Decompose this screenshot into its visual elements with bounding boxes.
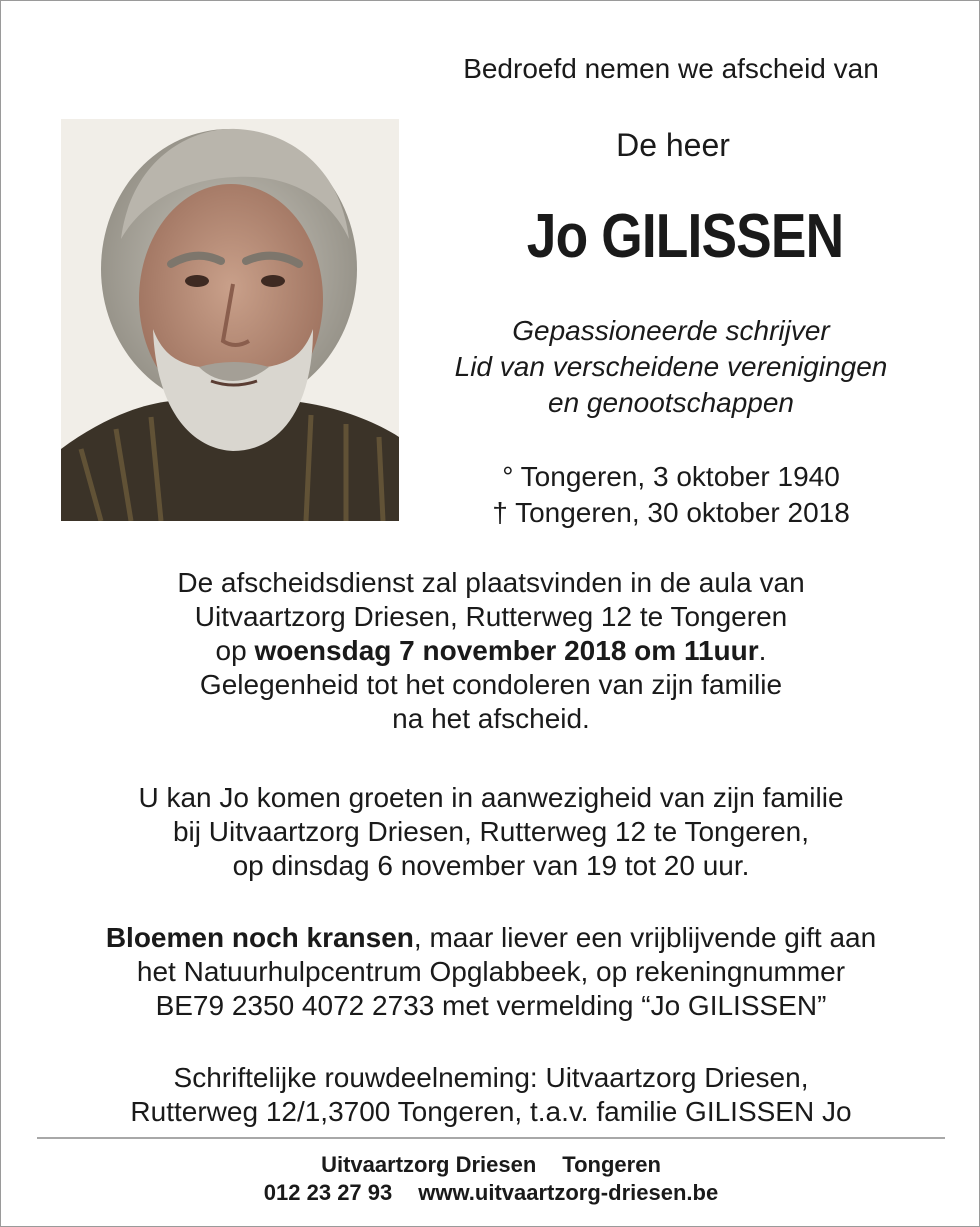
role-line: en genootschappen (548, 387, 794, 418)
honorific: De heer (616, 127, 730, 163)
portrait-image (61, 119, 399, 521)
birth-symbol: ° (502, 461, 514, 492)
service-line: na het afscheid. (392, 703, 590, 734)
role-line: Gepassioneerde schrijver (512, 315, 830, 346)
role-line: Lid van verscheidene verenigingen (454, 351, 888, 382)
death-date: Tongeren, 30 oktober 2018 (515, 497, 850, 528)
visit-line: op dinsdag 6 november van 19 tot 20 uur. (232, 850, 750, 881)
footer-company-line (1, 1151, 980, 1179)
flowers-rest: , maar liever een vrijblijvende gift aan (413, 922, 877, 953)
service-suffix: . (758, 635, 767, 666)
contact-block (21, 1061, 961, 1129)
visit-line: bij Uitvaartzorg Driesen, Rutterweg 12 te Tongeren, (172, 816, 810, 847)
footer-city: Tongeren (562, 1152, 661, 1177)
service-line: Uitvaartzorg Driesen, Rutterweg 12 te Tongeren (194, 601, 788, 632)
service-block (21, 566, 961, 736)
bank-account-line: BE79 2350 4072 2733 met vermelding “Jo GILISSEN” (155, 990, 827, 1021)
flowers-notice: Bloemen noch kransen (105, 922, 414, 953)
roles-block (421, 313, 921, 421)
birth-date: Tongeren, 3 oktober 1940 (520, 461, 840, 492)
intro-text: Bedroefd nemen we afscheid van (463, 53, 879, 84)
visit-line: U kan Jo komen groeten in aanwezigheid van zijn familie (138, 782, 844, 813)
birth-line (421, 459, 921, 495)
divider (37, 1137, 945, 1139)
footer-company: Uitvaartzorg Driesen (321, 1152, 537, 1177)
flowers-line: het Natuurhulpcentrum Opglabbeek, op rekeningnummer (136, 956, 846, 987)
contact-line: Rutterweg 12/1,3700 Tongeren, t.a.v. familie GILISSEN Jo (130, 1096, 852, 1127)
contact-line: Schriftelijke rouwdeelneming: Uitvaartzorg Driesen, (173, 1062, 809, 1093)
service-datetime-line (21, 634, 961, 668)
dates-block (421, 459, 921, 531)
flowers-block (21, 921, 961, 1023)
flowers-line (21, 921, 961, 955)
death-cross-icon: † (492, 497, 508, 528)
service-line: De afscheidsdienst zal plaatsvinden in de aula van (177, 567, 805, 598)
death-line (421, 495, 921, 531)
footer-website-link[interactable]: www.uitvaartzorg-driesen.be (418, 1180, 719, 1205)
footer-contact-line (1, 1179, 980, 1207)
service-line: Gelegenheid tot het condoleren van zijn familie (199, 669, 783, 700)
service-datetime: woensdag 7 november 2018 om 11uur (254, 635, 759, 666)
visit-block (21, 781, 961, 883)
footer-phone[interactable]: 012 23 27 93 (263, 1180, 393, 1205)
deceased-name: Jo GILISSEN (526, 202, 844, 271)
service-prefix: op (215, 635, 255, 666)
portrait-photo (61, 119, 399, 521)
